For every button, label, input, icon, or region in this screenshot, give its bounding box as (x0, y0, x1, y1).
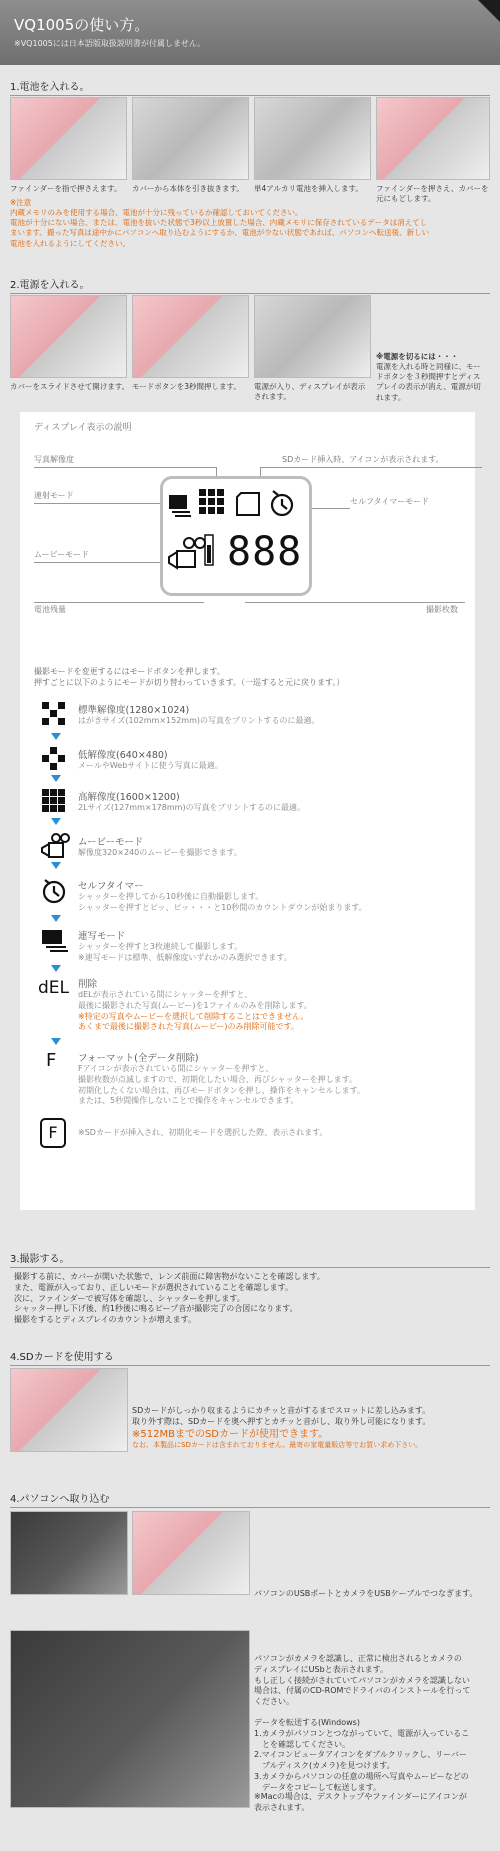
mode-desc: シャッターを押してから10秒後に自動撮影します。 (78, 892, 264, 901)
section-heading-battery: 1.電池を入れる。 (10, 78, 490, 96)
mode-desc: 2Lサイズ(127mm×178mm)の写真をプリントするのに最適。 (78, 803, 306, 812)
shot-counter: 888 (227, 529, 303, 575)
mode-standard (78, 702, 478, 727)
page-header (0, 0, 500, 65)
caption: カバーをスライドさせて開けます。 (10, 382, 130, 391)
label-movie: ムービーモード (34, 550, 89, 559)
arrow-down-icon (51, 818, 61, 825)
section-heading-shoot: 3.撮影する。 (10, 1250, 490, 1268)
text-line: 1.カメラがパソコンとつながっていて、電源が入っているこ (254, 1728, 470, 1738)
photo-laptop-camera (10, 1630, 250, 1808)
label-quality: 写真解像度 (34, 455, 74, 464)
label-sd: SDカード挿入時、アイコンが表示されます。 (282, 455, 444, 464)
text-line: もし正しく接続がされていてパソコンがカメラを認識しない (254, 1675, 470, 1685)
mode-burst (78, 928, 478, 964)
instruction-line: 次に、ファインダーで被写体を確認し、シャッターを押します。 (14, 1293, 245, 1303)
panel-title: ディスプレイ表示の説明 (34, 423, 132, 433)
leader-line (34, 467, 216, 468)
caution-line: ※注意 (10, 198, 32, 207)
caption: モードボタンを3秒間押します。 (132, 382, 241, 391)
arrow-down-icon (51, 733, 61, 740)
mode-title: 連写モード (78, 931, 126, 942)
section-heading-power: 2.電源を入れる。 (10, 276, 490, 294)
caption: 単4アルカリ電池を挿入します。 (254, 184, 363, 193)
caption: ファインダーを指で押さえます。 (10, 184, 122, 193)
caption: ファインダーを押さえ、カバーを元にもどします。 (376, 184, 489, 203)
photo-usb-port (10, 1511, 128, 1595)
text-line: ブルディスク(カメラ)を見つけます。 (254, 1761, 395, 1771)
instruction-line: 取り外す際は、SDカードを奥へ押すとカチッと音がし、取り外し可能になります。 (132, 1416, 431, 1426)
photo-press-finder (10, 97, 127, 180)
mode-movie (78, 834, 478, 859)
mode-selftimer (78, 878, 478, 914)
transfer-steps (254, 1718, 494, 1794)
mode-format (78, 1050, 478, 1107)
text-line: ください。 (254, 1697, 294, 1707)
mode-desc: 最後に撮影された写真(ムービー)を1ファイルのみを削除します。 (78, 1000, 312, 1010)
mode-title: ムービーモード (78, 837, 144, 848)
self-timer-icon (272, 491, 292, 515)
text-line: パソコンがカメラを認識し、正常に検出されるとカメラの (254, 1654, 462, 1663)
mode-desc: メールやWebサイトに使う写真に最適。 (78, 761, 223, 770)
instruction-line: 撮影をするとディスプレイのカウントが増えます。 (14, 1315, 196, 1325)
caption: 電源が入り、ディスプレイが表示されます。 (254, 382, 366, 401)
intro-line: 押すごとに以下のようにモードが切り替わっていきます。（一巡すると元に戻ります。） (34, 677, 345, 687)
note-line: ドボタンを３秒間押すとディス (376, 372, 481, 382)
mode-warning: ※特定の写真やムービーを選択して削除することはできません。 (78, 1011, 309, 1021)
mode-intro (34, 667, 344, 689)
section-heading-pc: 4.パソコンへ取り込む (10, 1490, 490, 1508)
leader-line (310, 508, 350, 509)
mode-desc: または、5秒間操作しないことで操作をキャンセルできます。 (78, 1096, 299, 1106)
instruction-line: また、電源が入っており、正しいモードが選択されていることを確認します。 (14, 1282, 294, 1292)
mode-desc: ※連写モードは標準、低解像度いずれかのみ選択できます。 (78, 952, 292, 962)
text-line: 3.カメラからパソコンの任意の場所へ写真やムービーなどの (254, 1771, 469, 1781)
arrow-down-icon (51, 775, 61, 782)
text-line: 表示されます。 (254, 1802, 310, 1812)
note-line: れます。 (376, 392, 406, 402)
text-line: 場合は、付属のCD-ROMでドライバのインストールを行って (254, 1686, 471, 1696)
leader-line (34, 503, 174, 504)
burst-mode-icon (40, 928, 70, 954)
low-resolution-icon (42, 747, 72, 773)
mac-note (254, 1792, 494, 1814)
note-line: プレイの表示が消え、電源が切 (376, 382, 481, 392)
quality-grid-icon (199, 489, 224, 514)
shoot-instructions (14, 1272, 484, 1326)
leader-line (245, 602, 465, 603)
instruction-line: シャッター押し下げ後、約1秒後に鳴るピープ音が撮影完了の合図になります。 (14, 1304, 298, 1314)
leader-line (34, 602, 204, 603)
mode-desc: ※SDカードが挿入され、初期化モードを選択した際、表示されます。 (78, 1128, 328, 1137)
instruction-line: 撮影する前に、カバーが開いた状態で、レンズ前面に障害物がないことを確認します。 (14, 1272, 325, 1281)
sd-format-icon (40, 1118, 66, 1148)
mode-desc: 撮影枚数が点滅しますので、初期化したい場合、再びシャッターを押します。 (78, 1074, 358, 1084)
leader-line (260, 467, 482, 468)
mode-title: セルフタイマー (78, 881, 144, 892)
movie-mode-icon (40, 832, 70, 858)
mode-delete (78, 976, 478, 1033)
photo-close-cover (376, 97, 490, 180)
mode-desc: シャッターを押すとピッ、ピッ・・・と10秒間のカウントダウンが始まります。 (78, 902, 367, 912)
mode-desc: Fアイコンが表示されている間にシャッターを押すと、 (78, 1064, 274, 1073)
arrow-down-icon (51, 862, 61, 869)
delete-mode-icon: dEL (38, 978, 70, 998)
battery-icon (205, 535, 213, 565)
sd-not-included-note: なお、本製品にSDカードは含まれておりません。最寄の家電量販店等でお買い求め下さい。 (132, 1441, 423, 1450)
caution-line: 内蔵メモリのみを使用する場合、電池が十分に残っているか確認しておいてください。 (10, 208, 303, 218)
text-line: データをコピーして転送します。 (254, 1782, 382, 1792)
mode-desc: 解像度320×240のムービーを撮影できます。 (78, 848, 242, 857)
caution-line: まいます。撮った写真は途中かにパソコンへ取り込むようにするか、電池が少ない状態であれば、パソコンへ転送後、新しい (10, 228, 430, 238)
photo-usb-cable (132, 1511, 250, 1595)
burst-icon (169, 495, 191, 517)
page-subtitle: ※VQ1005には日本語版取扱説明書が付属しません。 (14, 39, 206, 48)
corner-fold-icon (478, 0, 500, 22)
battery-caution (10, 198, 490, 249)
mode-title: 低解像度(640×480) (78, 750, 168, 761)
note-line: ※電源を切るには・・・ (376, 352, 459, 361)
photo-insert-battery (254, 97, 371, 180)
photo-pull-body (132, 97, 249, 180)
text-line: 2.マイコンピュータアイコンをダブルクリックし、リーバー (254, 1750, 467, 1760)
mode-warning: あくまで最後に撮影された写真(ムービー)のみ削除可能です。 (78, 1022, 299, 1032)
mode-desc: 初期化したくない場合は、再びモードボタンを押し、操作をキャンセルします。 (78, 1085, 366, 1095)
label-selftimer: セルフタイマーモード (350, 497, 429, 506)
caution-line: 電池が十分にない場合、または、電池を抜いた状態で3秒以上放置した場合、内蔵メモリに保存されているデータは消えてし (10, 218, 428, 228)
sd-card-icon (237, 493, 259, 515)
label-count: 撮影枚数 (426, 605, 458, 614)
mode-desc: dELが表示されている間にシャッターを押すと、 (78, 990, 253, 999)
caption: カバーから本体を引き抜きます。 (132, 184, 244, 193)
intro-line: 撮影モードを変更するにはモードボタンを押します。 (34, 667, 225, 676)
text-line: とを確認してください。 (254, 1739, 350, 1749)
photo-slide-cover (10, 295, 127, 378)
display-explanation-panel (20, 412, 475, 1210)
sd-format-icon-letter: F (48, 1123, 58, 1142)
mode-high (78, 789, 478, 814)
arrow-down-icon (51, 1038, 61, 1045)
instruction-line: SDカードがしっかり収まるようにカチッと音がするまでスロットに差し込みます。 (132, 1406, 431, 1415)
photo-insert-sd (10, 1368, 128, 1452)
mode-desc: シャッターを押すと3枚連続して撮影します。 (78, 942, 243, 951)
photo-display-on (254, 295, 371, 378)
section-heading-sd: 4.SDカードを使用する (10, 1348, 490, 1366)
power-off-note (376, 352, 490, 403)
standard-resolution-icon (42, 702, 72, 728)
usb-instruction: パソコンのUSBポートとカメラをUSBケーブルでつなぎます。 (254, 1589, 478, 1598)
text-line: データを転送する(Windows) (254, 1718, 360, 1727)
caution-line: 電池を入れるようにしてください。 (10, 238, 130, 248)
note-line: 電源を入れる時と同様に、モー (376, 362, 481, 372)
sd-instructions (132, 1406, 492, 1451)
arrow-down-icon (51, 915, 61, 922)
text-line: ※Macの場合は、デスクトップやファインダーにアイコンが (254, 1792, 467, 1801)
mode-title: 標準解像度(1280×1024) (78, 705, 190, 716)
lcd-display (160, 476, 312, 596)
mode-sd-format (78, 1128, 478, 1139)
movie-camera-icon (169, 538, 205, 568)
page-title: VQ1005の使い方。 (14, 16, 150, 34)
arrow-down-icon (51, 965, 61, 972)
photo-press-mode (132, 295, 249, 378)
mode-title: フォーマット(全データ削除) (78, 1053, 199, 1064)
label-battery: 電池残量 (34, 605, 66, 614)
mode-title: 高解像度(1600×1200) (78, 792, 180, 803)
mode-low (78, 747, 478, 772)
sd-capacity-note: ※512MBまでのSDカードが使用できます。 (132, 1428, 329, 1440)
high-resolution-icon (42, 789, 72, 815)
recognition-text (254, 1654, 494, 1708)
label-burst: 連射モード (34, 491, 74, 500)
self-timer-mode-icon (40, 877, 70, 903)
format-mode-icon: F (46, 1050, 57, 1071)
mode-desc: はがきサイズ(102mm×152mm)の写真をプリントするのに最適。 (78, 716, 320, 725)
mode-title: 削除 (78, 979, 98, 990)
text-line: ディスプレイにUSbと表示されます。 (254, 1664, 389, 1674)
